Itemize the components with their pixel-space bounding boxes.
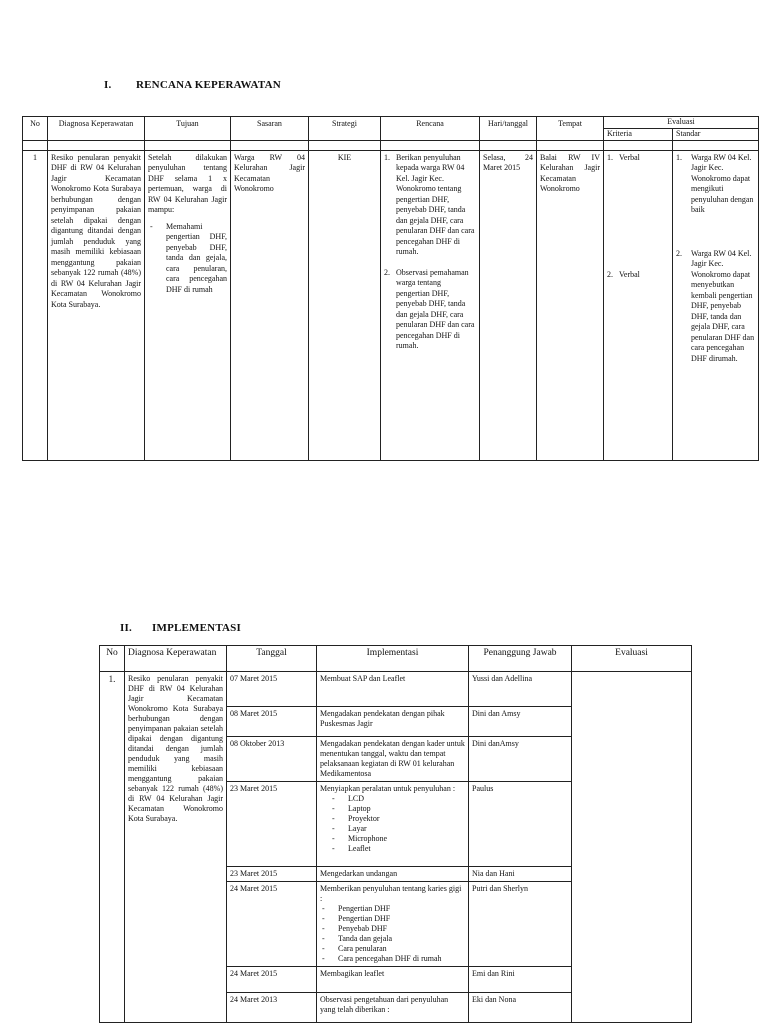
cell-implementasi: Mengedarkan undangan bbox=[317, 867, 469, 882]
section-1-title: RENCANA KEPERAWATAN bbox=[136, 79, 281, 91]
cell-implementasi: Mengadakan pendekatan dengan kader untuk menentukan tanggal, waktu dan tempat pelaksanaan kegiatan di RW 01 kelurahan Medikamentosa bbox=[317, 737, 469, 782]
header-tujuan: Tujuan bbox=[145, 117, 231, 141]
cell-penanggung-jawab: Eki dan Nona bbox=[469, 993, 572, 1023]
header-penanggung-jawab: Penanggung Jawab bbox=[469, 646, 572, 672]
header-implementasi: Implementasi bbox=[317, 646, 469, 672]
standar-item-2: 2. Warga RW 04 Kel. Jagir Kec. Wonokromo dapat menyebutkan kembali pengertian DHF, penyebab DHF, tanda dan gejala DHF, cara penularan DHF dan cara pencegahan DHF dirumah. bbox=[676, 248, 755, 363]
list-item: - Penyebab DHF bbox=[320, 924, 465, 934]
header-standar: Standar bbox=[673, 129, 759, 141]
header-evaluasi: Evaluasi bbox=[604, 117, 759, 129]
kriteria-item-2: 2. Verbal bbox=[607, 270, 640, 279]
cell-implementasi bbox=[317, 882, 469, 967]
list-item: - Proyektor bbox=[320, 814, 465, 824]
rencana-keperawatan-table bbox=[22, 116, 759, 461]
cell-standar bbox=[673, 150, 759, 460]
cell-tanggal: 08 Maret 2015 bbox=[227, 707, 317, 737]
cell-tanggal: 23 Maret 2015 bbox=[227, 867, 317, 882]
cell-implementasi: Mengadakan pendekatan dengan pihak Puskesmas Jagir bbox=[317, 707, 469, 737]
standar-item-1: 1. Warga RW 04 Kel. Jagir Kec. Wonokromo dapat mengikuti penyuluhan dengan baik bbox=[676, 152, 754, 214]
section-2-heading bbox=[120, 622, 241, 634]
header-tanggal: Tanggal bbox=[227, 646, 317, 672]
implementasi-text: Menyiapkan peralatan untuk penyuluhan : bbox=[320, 784, 456, 793]
cell-tempat: Balai RW IV Kelurahan Jagir Kecamatan Wonokromo bbox=[537, 150, 604, 460]
cell-tujuan bbox=[145, 150, 231, 460]
cell-hari: Selasa, 24 Maret 2015 bbox=[480, 150, 537, 460]
section-1-heading bbox=[104, 79, 281, 91]
cell-evaluasi bbox=[572, 672, 692, 1023]
kriteria-item-1: 1. Verbal bbox=[607, 152, 640, 162]
rencana-item-2: 2. Observasi pemahaman warga tentang pengertian DHF, penyebab DHF, tanda dan gejala DHF, cara penularan DHF dan cara pencegahan DHF di rumah. bbox=[384, 267, 475, 350]
implementasi-table bbox=[99, 645, 692, 1023]
cell-tanggal: 23 Maret 2015 bbox=[227, 782, 317, 867]
header-diagnosa: Diagnosa Keperawatan bbox=[125, 646, 227, 672]
header-hari: Hari/tanggal bbox=[480, 117, 537, 141]
topic-list bbox=[320, 904, 465, 964]
cell-implementasi: Observasi pengetahuan dari penyuluhan yang telah diberikan : bbox=[317, 993, 469, 1023]
cell-implementasi: Membuat SAP dan Leaflet bbox=[317, 672, 469, 707]
table-row bbox=[100, 672, 692, 707]
cell-strategi: KIE bbox=[309, 150, 381, 460]
list-item: - Layar bbox=[320, 824, 465, 834]
tujuan-item: - Memahami pengertian DHF, penyebab DHF, tanda dan gejala, cara penularan, cara pencegahan DHF di rumah bbox=[148, 222, 227, 296]
cell-tanggal: 24 Maret 2013 bbox=[227, 993, 317, 1023]
table-spacer-row bbox=[23, 140, 759, 150]
header-tempat: Tempat bbox=[537, 117, 604, 141]
header-kriteria: Kriteria bbox=[604, 129, 673, 141]
list-item: - Microphone bbox=[320, 834, 465, 844]
kriteria-list bbox=[607, 153, 669, 281]
cell-penanggung-jawab: Yussi dan Adellina bbox=[469, 672, 572, 707]
cell-tanggal: 08 Oktober 2013 bbox=[227, 737, 317, 782]
header-evaluasi: Evaluasi bbox=[572, 646, 692, 672]
cell-sasaran: Warga RW 04 Kelurahan Jagir Kecamatan Wonokromo bbox=[231, 150, 309, 460]
rencana-list bbox=[384, 153, 476, 352]
standar-list bbox=[676, 153, 755, 365]
header-no: No bbox=[100, 646, 125, 672]
table-row bbox=[23, 150, 759, 460]
header-no: No bbox=[23, 117, 48, 141]
list-item: - Tanda dan gejala bbox=[320, 934, 465, 944]
section-2-number: II. bbox=[120, 622, 132, 634]
table-header-row bbox=[100, 646, 692, 672]
list-item: - Pengertian DHF bbox=[320, 904, 465, 914]
cell-tanggal: 24 Maret 2015 bbox=[227, 967, 317, 993]
tujuan-list bbox=[148, 222, 227, 296]
tujuan-intro: Setelah dilakukan penyuluhan tentang DHF selama 1 x pertemuan, warga di RW 04 Kelurahan Jagir mampu: bbox=[148, 152, 227, 214]
cell-no: 1 bbox=[23, 150, 48, 460]
cell-penanggung-jawab: Emi dan Rini bbox=[469, 967, 572, 993]
cell-tanggal: 24 Maret 2015 bbox=[227, 882, 317, 967]
cell-kriteria bbox=[604, 150, 673, 460]
header-sasaran: Sasaran bbox=[231, 117, 309, 141]
list-item: - Cara pencegahan DHF di rumah bbox=[320, 954, 465, 964]
cell-tanggal: 07 Maret 2015 bbox=[227, 672, 317, 707]
list-item: - Laptop bbox=[320, 804, 465, 814]
cell-implementasi bbox=[317, 782, 469, 867]
section-2-title: IMPLEMENTASI bbox=[152, 622, 241, 634]
cell-penanggung-jawab: Dini danAmsy bbox=[469, 737, 572, 782]
header-rencana: Rencana bbox=[381, 117, 480, 141]
header-strategi: Strategi bbox=[309, 117, 381, 141]
list-item: - LCD bbox=[320, 794, 465, 804]
cell-penanggung-jawab: Dini dan Amsy bbox=[469, 707, 572, 737]
cell-penanggung-jawab: Paulus bbox=[469, 782, 572, 867]
table-header-row bbox=[23, 117, 759, 129]
cell-penanggung-jawab: Nia dan Hani bbox=[469, 867, 572, 882]
cell-diagnosa: Resiko penularan penyakit DHF di RW 04 Kelurahan Jagir Kecamatan Wonokromo Kota Surabaya berhubungan dengan penyimpanan pakaian setelah dipakai dengan digantung ditandai dengan jumlah penduduk yang masih memiliki kebiasaan menggantung pakaian sebanyak 122 rumah (48%) di RW 04 Kelurahan Jagir Kecamatan Wonokromo Kota Surabaya. bbox=[125, 672, 227, 1023]
cell-diagnosa: Resiko penularan penyakit DHF di RW 04 Kelurahan Jagir Kecamatan Wonokromo Kota Surabaya berhubungan dengan penyimpanan pakaian setelah dipakai dengan digantung ditandai dengan jumlah penduduk yang masih memiliki kebiasaan menggantung pakaian sebanyak 122 rumah (48%) di RW 04 Kelurahan Jagir Kecamatan Wonokromo Kota Surabaya. bbox=[48, 150, 145, 460]
header-diagnosa: Diagnosa Keperawatan bbox=[48, 117, 145, 141]
cell-no: 1. bbox=[100, 672, 125, 1023]
list-item: - Pengertian DHF bbox=[320, 914, 465, 924]
section-1-number: I. bbox=[104, 79, 112, 91]
rencana-item-1: 1. Berikan penyuluhan kepada warga RW 04 Kel. Jagir Kec. Wonokromo tentang pengertian DHF, penyebab DHF, tanda dan gejala DHF, cara penularan DHF dan cara pencegahan DHF di rumah. bbox=[384, 152, 475, 256]
cell-implementasi: Membagikan leaflet bbox=[317, 967, 469, 993]
list-item: - Cara penularan bbox=[320, 944, 465, 954]
equipment-list bbox=[320, 794, 465, 854]
list-item: - Leaflet bbox=[320, 844, 465, 854]
cell-penanggung-jawab: Putri dan Sherlyn bbox=[469, 882, 572, 967]
cell-rencana bbox=[381, 150, 480, 460]
implementasi-text: Memberikan penyuluhan tentang karies gigi : bbox=[320, 884, 462, 903]
